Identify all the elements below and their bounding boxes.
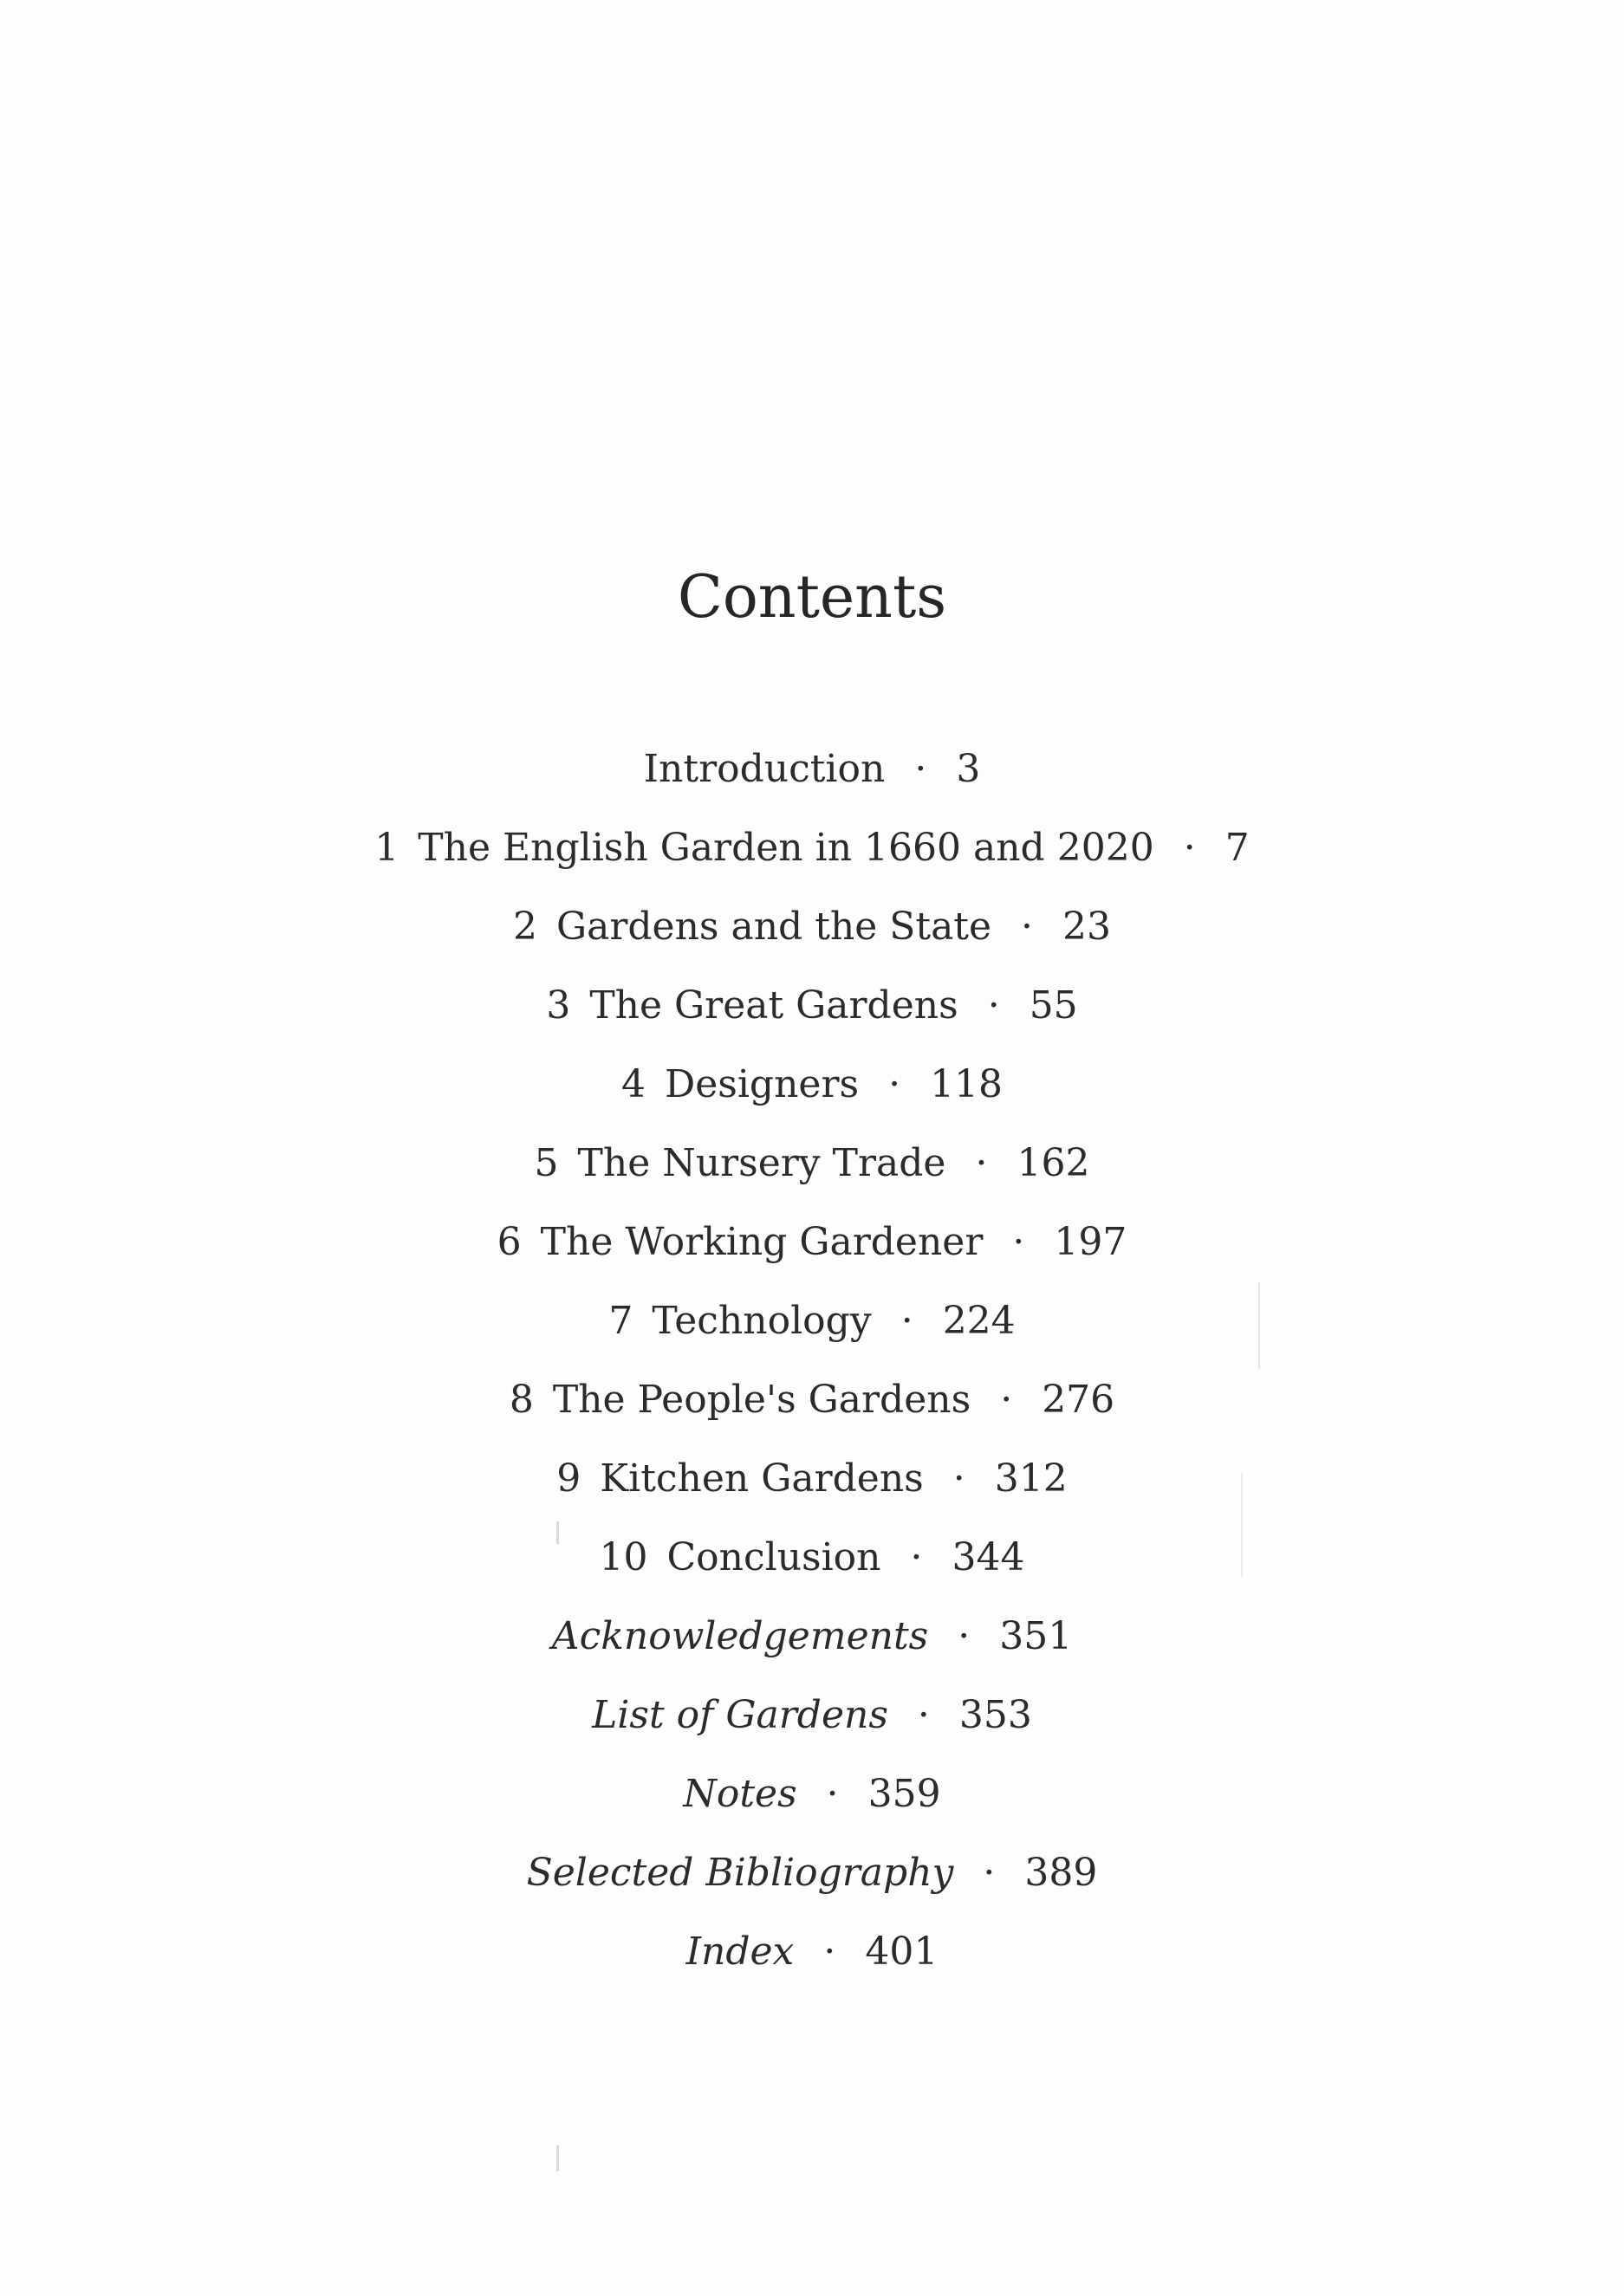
toc-entry	[0, 1532, 1624, 1611]
toc-entry	[0, 980, 1624, 1059]
chapter-number: 7	[608, 1299, 633, 1343]
separator-dot: ·	[958, 1614, 971, 1658]
chapter-number: 10	[599, 1535, 648, 1579]
chapter-number: 1	[374, 826, 400, 870]
chapter-number: 5	[534, 1141, 559, 1185]
entry-title: The Nursery Trade	[577, 1141, 946, 1185]
separator-dot: ·	[917, 1693, 930, 1737]
toc-entry	[0, 1295, 1624, 1374]
toc-entry	[0, 1690, 1624, 1768]
separator-dot: ·	[1012, 1220, 1025, 1264]
page-number: 344	[952, 1535, 1025, 1579]
page-number: 312	[994, 1456, 1068, 1501]
entry-title: Gardens and the State	[555, 905, 992, 949]
toc-entry	[0, 1611, 1624, 1690]
entry-title: Notes	[683, 1772, 797, 1816]
entry-title: The People's Gardens	[552, 1378, 971, 1422]
entry-title: Introduction	[643, 747, 886, 791]
chapter-number: 6	[497, 1220, 522, 1264]
page-number: 353	[958, 1693, 1032, 1737]
page-number: 162	[1017, 1141, 1090, 1185]
page-number: 401	[865, 1930, 939, 1974]
entry-title: The Great Gardens	[589, 983, 958, 1028]
entry-title: List of Gardens	[592, 1693, 888, 1737]
page-number: 3	[956, 747, 981, 791]
toc-entry	[0, 1768, 1624, 1847]
scan-speck	[1258, 1282, 1260, 1369]
entry-title: Index	[685, 1930, 795, 1974]
toc-entry	[0, 1059, 1624, 1138]
separator-dot: ·	[983, 1851, 996, 1895]
separator-dot: ·	[914, 747, 927, 791]
entry-title: Conclusion	[666, 1535, 881, 1579]
chapter-number: 4	[620, 1062, 646, 1106]
entry-title: Designers	[664, 1062, 860, 1106]
separator-dot: ·	[1000, 1378, 1013, 1422]
page-number: 7	[1224, 826, 1250, 870]
chapter-number: 8	[509, 1378, 534, 1422]
page-number: 55	[1029, 983, 1078, 1028]
separator-dot: ·	[823, 1930, 836, 1974]
page-number: 23	[1062, 905, 1112, 949]
separator-dot: ·	[1021, 905, 1034, 949]
toc-entry	[0, 1453, 1624, 1532]
page-number: 389	[1024, 1851, 1098, 1895]
table-of-contents	[0, 743, 1624, 2005]
entry-title: The English Garden in 1660 and 2020	[418, 826, 1154, 870]
toc-entry	[0, 822, 1624, 901]
toc-entry	[0, 1374, 1624, 1453]
toc-entry	[0, 1847, 1624, 1926]
page-number: 276	[1042, 1378, 1115, 1422]
toc-entry	[0, 743, 1624, 822]
entry-title: Kitchen Gardens	[600, 1456, 924, 1501]
page-number: 197	[1054, 1220, 1127, 1264]
entry-title: Selected Bibliography	[526, 1851, 954, 1895]
scan-speck	[556, 2145, 559, 2171]
page-number: 224	[942, 1299, 1016, 1343]
chapter-number: 2	[512, 905, 537, 949]
page-number: 351	[999, 1614, 1073, 1658]
entry-title: Acknowledgements	[551, 1614, 929, 1658]
separator-dot: ·	[987, 983, 1000, 1028]
separator-dot: ·	[975, 1141, 988, 1185]
scan-speck	[556, 1521, 559, 1544]
toc-entry	[0, 1138, 1624, 1216]
page-number: 359	[867, 1772, 941, 1816]
separator-dot: ·	[900, 1299, 913, 1343]
toc-entry	[0, 901, 1624, 980]
toc-entry	[0, 1926, 1624, 2005]
chapter-number: 9	[556, 1456, 581, 1501]
page-title: Contents	[677, 563, 947, 632]
toc-entry	[0, 1216, 1624, 1295]
separator-dot: ·	[910, 1535, 923, 1579]
separator-dot: ·	[826, 1772, 839, 1816]
entry-title: The Working Gardener	[540, 1220, 984, 1264]
entry-title: Technology	[652, 1299, 872, 1343]
scan-speck	[1241, 1473, 1243, 1577]
page-number: 118	[930, 1062, 1004, 1106]
chapter-number: 3	[546, 983, 571, 1028]
separator-dot: ·	[1183, 826, 1196, 870]
separator-dot: ·	[888, 1062, 901, 1106]
separator-dot: ·	[952, 1456, 965, 1501]
